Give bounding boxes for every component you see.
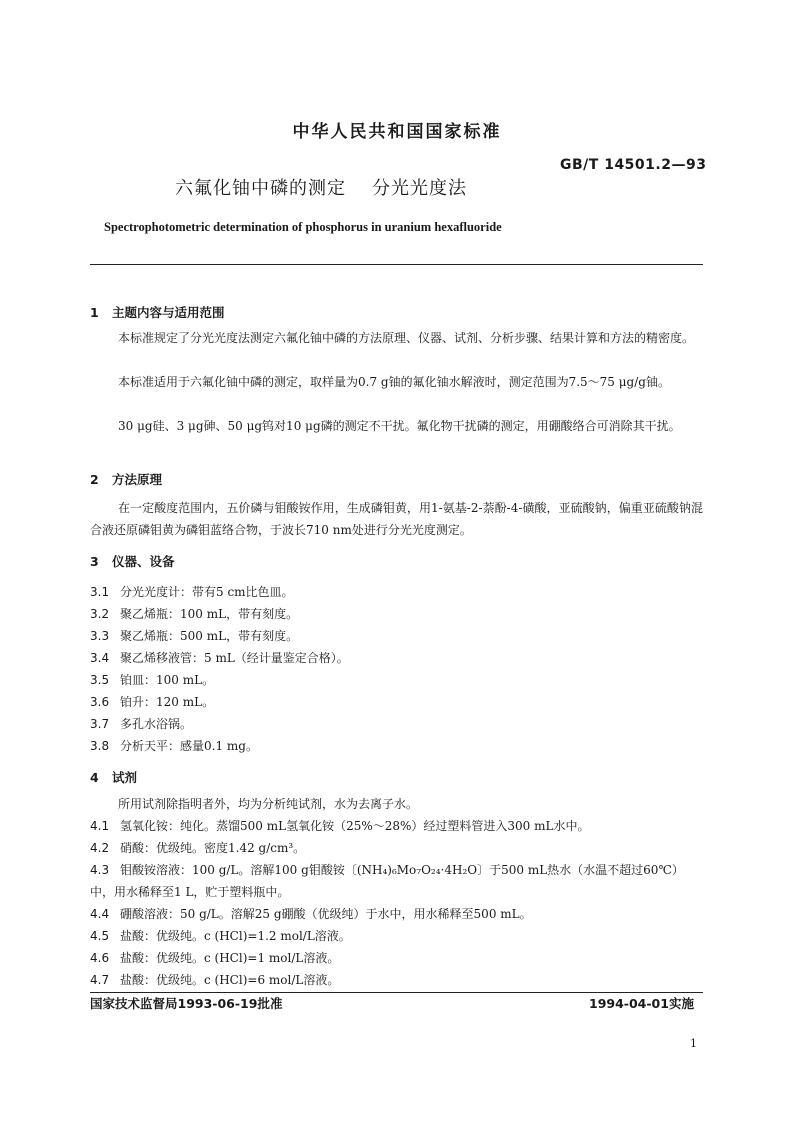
list-item	[90, 625, 703, 647]
list-item	[90, 859, 703, 903]
item-text: 铂升：120 mL。	[120, 695, 215, 709]
item-number: 4.1	[90, 819, 110, 833]
item-text: 盐酸：优级纯。c (HCl)=6 mol/L溶液。	[120, 973, 340, 987]
section-title: 主题内容与适用范围	[112, 305, 225, 320]
section-number: 4	[90, 770, 99, 785]
item-text: 聚乙烯瓶：500 mL，带有刻度。	[120, 629, 299, 643]
list-item	[90, 691, 703, 713]
standard-title: 中华人民共和国国家标准	[292, 122, 502, 142]
item-text: 聚乙烯移液管：5 mL（经计量鉴定合格）。	[120, 651, 349, 665]
section-number: 1	[90, 305, 99, 320]
item-number: 3.2	[90, 607, 110, 621]
section-4-heading	[90, 768, 137, 786]
section-1-paragraph-2: 本标准适用于六氟化铀中磷的测定，取样量为0.7 g铀的氟化铀水解液时，测定范围为7.5～75 μg/g铀。	[118, 375, 670, 389]
footer-divider	[90, 992, 703, 993]
section-1-paragraph-3: 30 μg硅、3 μg砷、50 μg钨对10 μg磷的测定不干扰。氟化物干扰磷的测定，用硼酸络合可消除其干扰。	[118, 419, 681, 433]
section-title: 方法原理	[112, 472, 163, 487]
item-text: 分析天平：感量0.1 mg。	[120, 739, 258, 753]
item-text: 氢氧化铵：纯化。蒸馏500 mL氢氧化铵（25%～28%）经过塑料管进入300 mL水中。	[120, 819, 590, 833]
list-item	[90, 647, 703, 669]
section-2-paragraph-1: 在一定酸度范围内，五价磷与钼酸铵作用，生成磷钼黄，用1-氨基-2-萘酚-4-磺酸，亚硫酸钠，偏重亚硫酸钠混合液还原磷钼黄为磷钼蓝络合物，于波长710 nm处进行分光光度测定。	[90, 501, 703, 537]
document-title-main: 六氟化铀中磷的测定	[175, 178, 346, 199]
item-number: 3.5	[90, 673, 110, 687]
item-number: 3.1	[90, 585, 110, 599]
item-text: 分光光度计：带有5 cm比色皿。	[120, 585, 294, 599]
list-item	[90, 969, 703, 991]
item-number: 3.3	[90, 629, 110, 643]
standard-code: GB/T 14501.2—93	[560, 157, 707, 173]
item-number: 4.4	[90, 907, 110, 921]
item-text: 钼酸铵溶液：100 g/L。溶解100 g钼酸铵〔(NH₄)₆Mo₇O₂₄·4H₂O〕于500 mL热水（水温不超过60℃）中，用水稀释至1 L，贮于塑料瓶中。	[90, 863, 684, 899]
item-text: 硝酸：优级纯。密度1.42 g/cm³。	[120, 841, 306, 855]
item-text: 多孔水浴锅。	[120, 717, 193, 731]
list-item	[90, 713, 703, 735]
section-title: 试剂	[112, 770, 138, 785]
section-1-paragraph-1: 本标准规定了分光光度法测定六氟化铀中磷的方法原理、仪器、试剂、分析步骤、结果计算和方法的精密度。	[118, 331, 695, 345]
item-text: 铂皿：100 mL。	[120, 673, 215, 687]
item-text: 盐酸：优级纯。c (HCl)=1.2 mol/L溶液。	[120, 929, 351, 943]
item-text: 硼酸溶液：50 g/L。溶解25 g硼酸（优级纯）于水中，用水稀释至500 mL。	[120, 907, 532, 921]
item-text: 盐酸：优级纯。c (HCl)=1 mol/L溶液。	[120, 951, 340, 965]
item-text: 聚乙烯瓶：100 mL，带有刻度。	[120, 607, 299, 621]
list-item	[90, 837, 703, 859]
page-number: 1	[690, 1037, 697, 1050]
item-number: 4.5	[90, 929, 110, 943]
approval-date: 国家技术监督局1993-06-19批准	[90, 996, 283, 1011]
item-number: 4.7	[90, 973, 110, 987]
section-2-heading	[90, 470, 162, 488]
effective-date: 1994-04-01实施	[589, 996, 694, 1011]
item-number: 4.3	[90, 863, 110, 877]
list-item	[90, 947, 703, 969]
item-number: 3.8	[90, 739, 110, 753]
section-number: 3	[90, 554, 99, 569]
list-item	[90, 603, 703, 625]
section-4-intro: 所用试剂除指明者外，均为分析纯试剂，水为去离子水。	[118, 797, 419, 811]
item-number: 4.6	[90, 951, 110, 965]
item-number: 3.4	[90, 651, 110, 665]
section-number: 2	[90, 472, 99, 487]
document-title	[175, 174, 467, 200]
section-1-heading	[90, 303, 225, 321]
section-3-heading	[90, 552, 175, 570]
list-item	[90, 815, 703, 837]
english-title: Spectrophotometric determination of phosphorus in uranium hexafluoride	[104, 220, 502, 234]
list-item	[90, 581, 703, 603]
item-number: 4.2	[90, 841, 110, 855]
item-number: 3.6	[90, 695, 110, 709]
list-item	[90, 735, 703, 757]
document-title-method: 分光光度法	[372, 178, 467, 199]
list-item	[90, 669, 703, 691]
header-divider	[90, 264, 703, 265]
list-item	[90, 903, 703, 925]
item-number: 3.7	[90, 717, 110, 731]
list-item	[90, 925, 703, 947]
section-title: 仪器、设备	[112, 554, 175, 569]
